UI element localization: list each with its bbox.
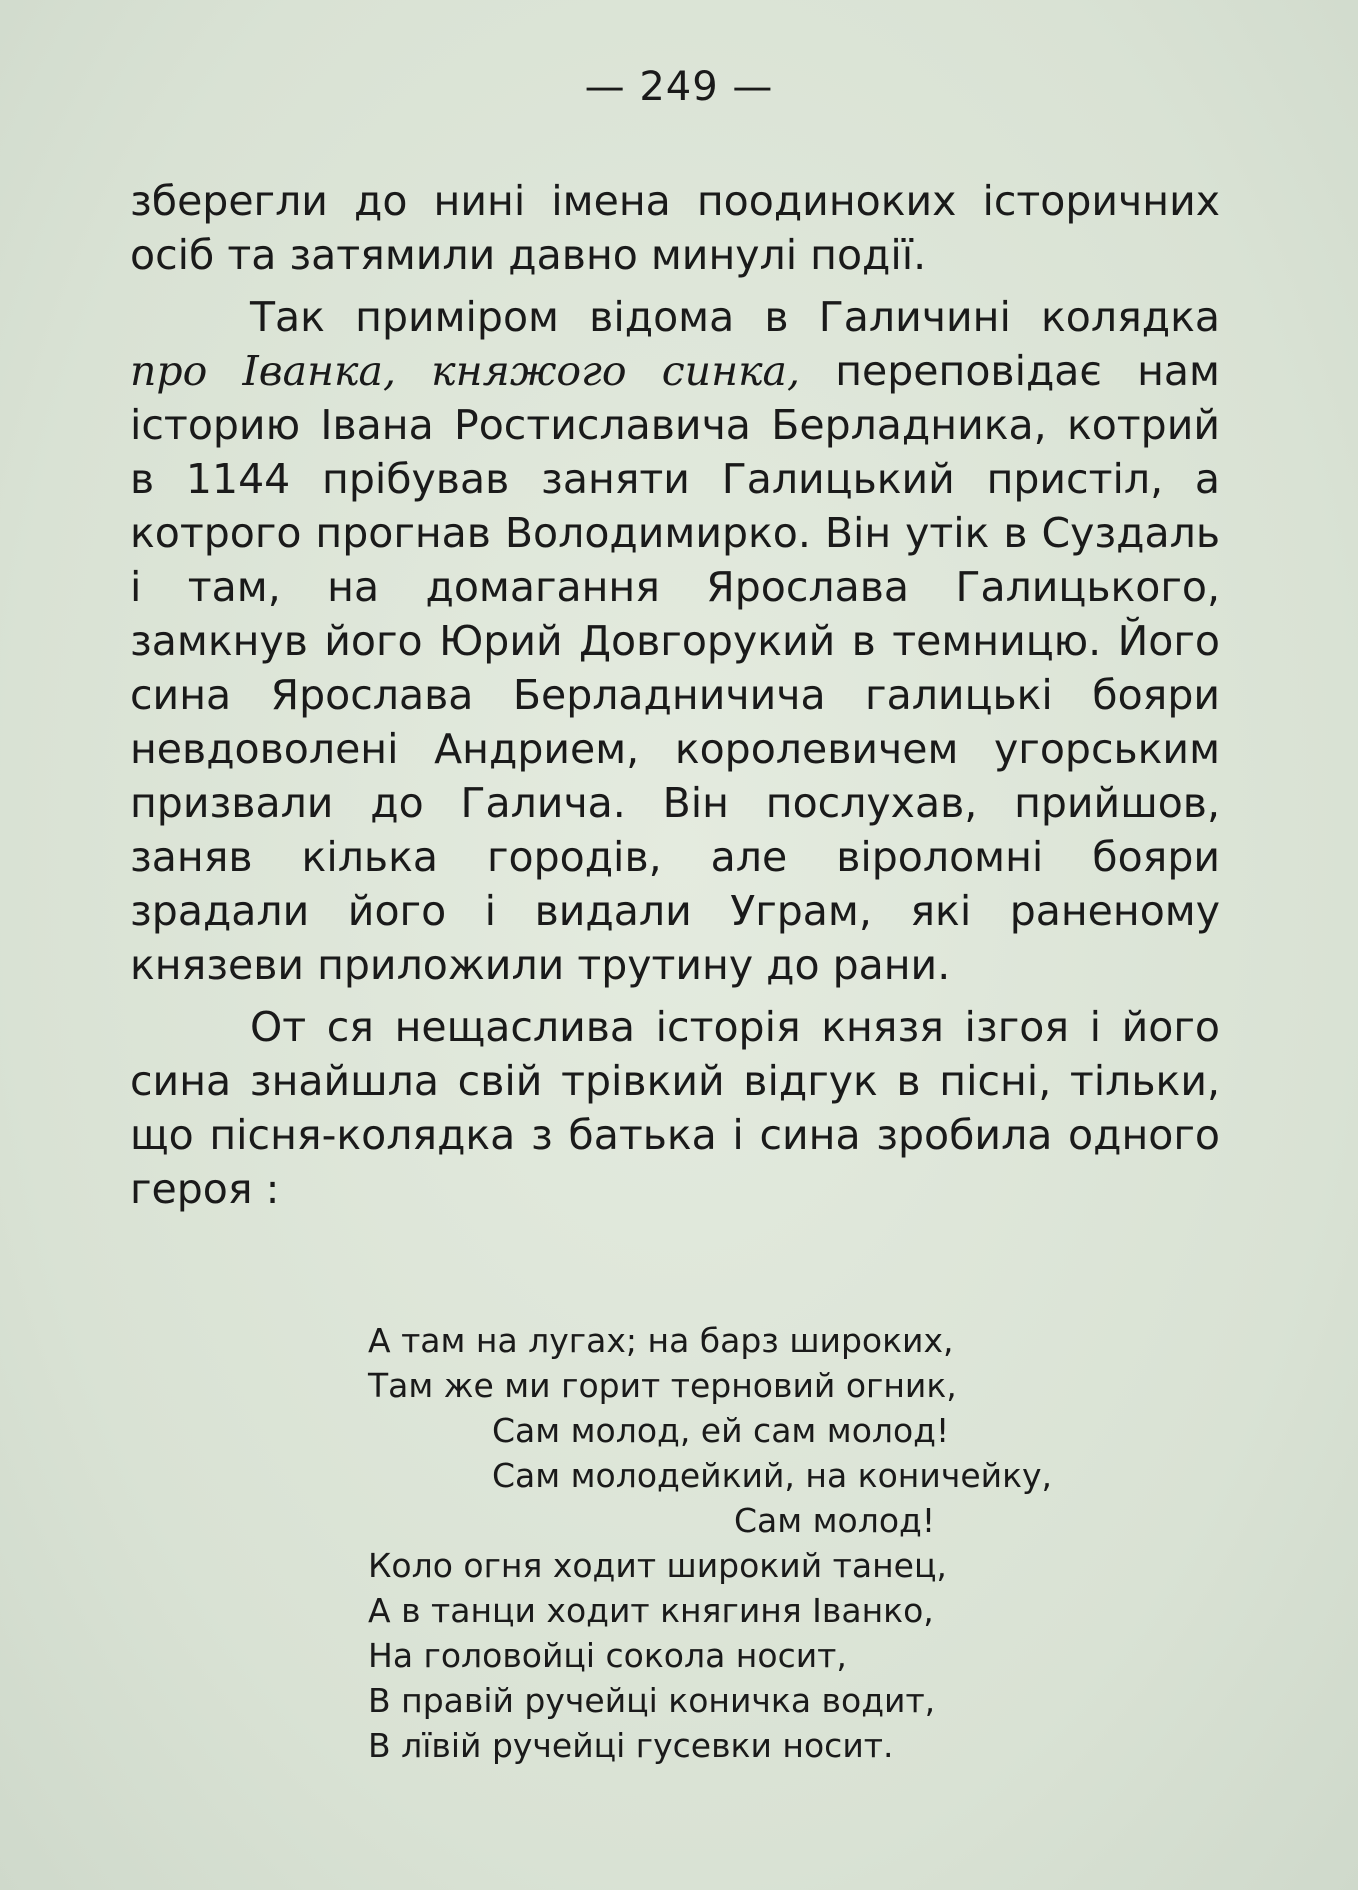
poem-refrain-line: Сам молод, ей сам молод! (492, 1411, 950, 1450)
poem-line: А в танци ходит княгиня Іванко, (368, 1591, 934, 1630)
poem-line: Там же ми горит терновий огник, (368, 1366, 957, 1405)
poem-refrain-line: Сам молод! (734, 1501, 936, 1540)
paragraph-2 (130, 290, 1220, 992)
poem-line: На головойці сокола носит, (368, 1636, 847, 1675)
paragraph-2-italic-title: про Іванка, княжого синка, (130, 347, 801, 395)
paragraph-3: От ся нещаслива історія князя ізгоя і його сина знайшла свій трівкий відгук в пісні, тільки, що пісня-колядка з батька і сина зробила одного героя : (130, 1003, 1220, 1213)
prose-body (130, 174, 1220, 1216)
paragraph-1: зберегли до нині імена поодиноких історичних осіб та затямили давно минулі події. (130, 177, 1220, 279)
poem-line: В правій ручейці коничка водит, (368, 1681, 936, 1720)
paragraph-2-rest: переповідає нам історию Івана Ростиславича Берладника, котрий в 1144 прібував заняти Галицький пристіл, а котрого прогнав Володимирко. Він утік в Суздаль і там, на домагання Ярослава Галицького, замкнув його Юрий Довгорукий в темницю. Його сина Ярослава Берладничича галицькі бояри невдоволені Андрием, королевичем угорським призвали до Галича. Він послухав, прийшов, заняв кілька городів, але віроломні бояри зрадали його і видали Уграм, які раненому князеви приложили трутину до рани. (130, 347, 1220, 989)
page-number: — 249 — (584, 64, 774, 110)
poem-line: А там на лугах; на барз широких, (368, 1321, 954, 1360)
poem-refrain-line: Сам молодейкий, на коничейку, (492, 1456, 1053, 1495)
poem-line: В лївій ручейці гусевки носит. (368, 1726, 894, 1765)
paragraph-2-start: Так приміром відома в Галичині колядка (250, 293, 1220, 341)
poem-line: Коло огня ходит широкий танец, (368, 1546, 947, 1585)
poem-verse (368, 1318, 1168, 1768)
